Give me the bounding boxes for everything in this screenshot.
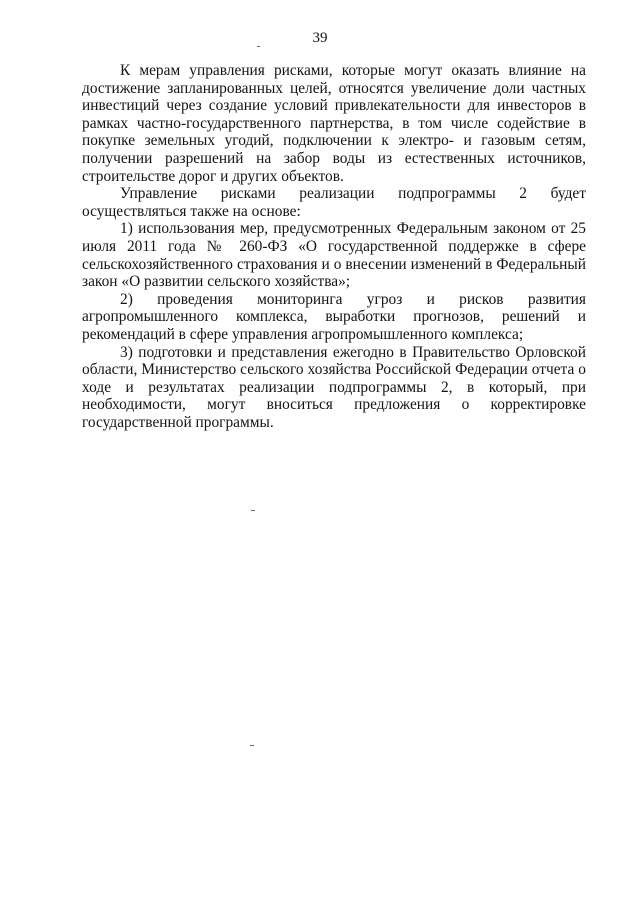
paragraph-risk-measures: К мерам управления рисками, которые могут оказать влияние на достижение запланированных целей, относятся увеличение доли частных инвестиций через создание условий привлекательности для инвесторов в рамках частно-государственного партнерства, в том числе содействие в покупке земельных угодий, подключении к электро- и газовым сетям, получении разрешений на забор воды из естественных источников, строительстве дорог и других объектов. xyxy=(82,62,586,185)
list-item-2-monitoring: 2) проведения мониторинга угроз и рисков развития агропромышленного комплекса, выработки прогнозов, решений и рекомендаций в сфере управления агропромышленного комплекса; xyxy=(82,290,586,343)
document-body xyxy=(82,62,586,431)
paragraph-risk-management-basis: Управление рисками реализации подпрограммы 2 будет осуществляться также на основе: xyxy=(82,185,586,220)
page-number: 39 xyxy=(312,30,328,46)
scan-speck xyxy=(257,46,260,47)
list-item-1-federal-law: 1) использования мер, предусмотренных Федеральным законом от 25 июля 2011 года № 260-ФЗ «О государственной поддержке в сфере сельскохозяйственного страхования и о внесении изменений в Федеральный закон «О развитии сельского хозяйства»; xyxy=(82,220,586,291)
scan-speck xyxy=(250,745,254,746)
list-item-3-reporting: 3) подготовки и представления ежегодно в Правительство Орловской области, Министерство сельского хозяйства Российской Федерации отчета о ходе и результатах реализации подпрограммы 2, в который, при необходимости, могут вноситься предложения о корректировке государственной программы. xyxy=(82,343,586,431)
scan-speck xyxy=(251,510,255,511)
